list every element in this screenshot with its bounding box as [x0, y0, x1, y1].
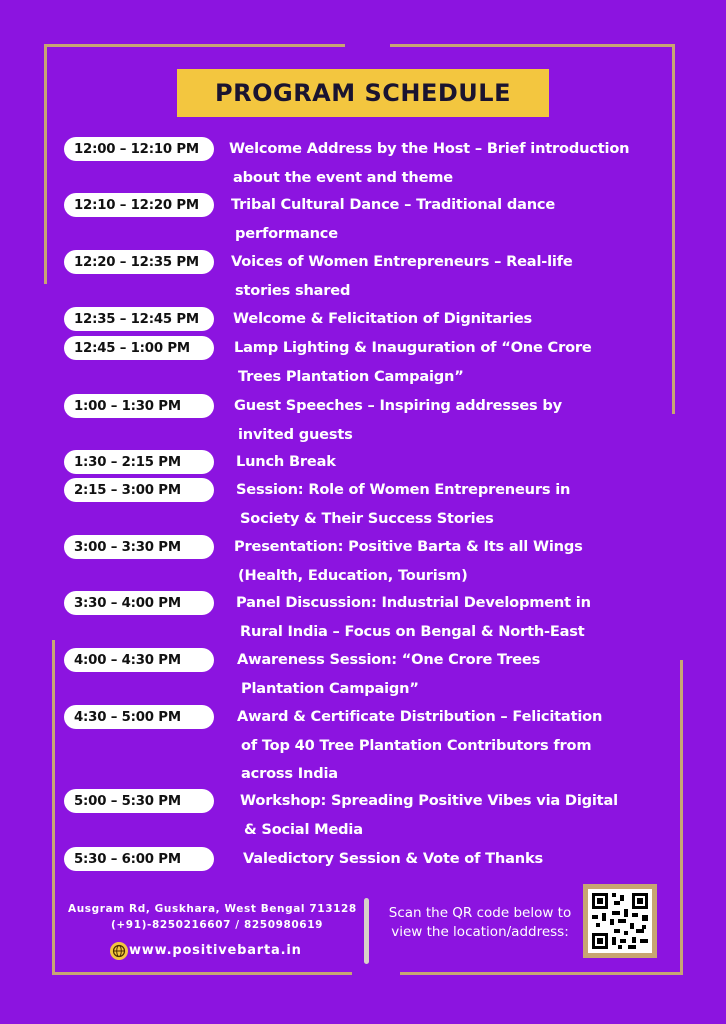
time-pill — [64, 591, 214, 615]
time-pill — [64, 535, 214, 559]
session-description — [237, 703, 602, 789]
session-description — [243, 845, 543, 874]
session-description — [231, 248, 573, 305]
session-description-line: Plantation Campaign” — [241, 679, 419, 697]
page-title: PROGRAM SCHEDULE — [215, 79, 511, 107]
session-description-line: (Health, Education, Tourism) — [238, 566, 468, 584]
session-description — [231, 191, 555, 248]
time-pill — [64, 847, 214, 871]
time-label: 1:30 – 2:15 PM — [74, 454, 181, 470]
address-text: Ausgram Rd, Guskhara, West Bengal 713128 — [68, 903, 357, 915]
session-description-line: Workshop: Spreading Positive Vibes via Digital — [240, 792, 618, 809]
session-description-line: Society & Their Success Stories — [240, 509, 494, 527]
session-description-line: Award & Certificate Distribution – Felicitation — [237, 708, 603, 725]
session-description-line: Session: Role of Women Entrepreneurs in — [236, 481, 571, 498]
time-label: 3:30 – 4:00 PM — [74, 595, 181, 611]
time-label: 4:30 – 5:00 PM — [74, 709, 181, 725]
frame-left-bottom — [52, 640, 55, 975]
footer-divider — [364, 898, 369, 964]
frame-top-left — [45, 44, 345, 47]
session-description — [240, 787, 618, 844]
time-pill — [64, 336, 214, 360]
scan-line-2: view the location/address: — [391, 924, 569, 940]
time-pill — [64, 705, 214, 729]
time-pill — [64, 193, 214, 217]
time-label: 4:00 – 4:30 PM — [74, 652, 181, 668]
time-label: 12:10 – 12:20 PM — [74, 197, 199, 213]
session-description-line: Welcome & Felicitation of Dignitaries — [233, 310, 532, 327]
time-label: 1:00 – 1:30 PM — [74, 398, 181, 414]
session-description-line: Rural India – Focus on Bengal & North-East — [240, 622, 585, 640]
session-description-line: across India — [241, 765, 338, 782]
frame-left-top — [44, 44, 47, 284]
session-description-line: stories shared — [235, 281, 351, 299]
time-label: 12:45 – 1:00 PM — [74, 340, 190, 356]
phone-text: (+91)-8250216607 / 8250980619 — [111, 919, 324, 931]
time-label: 12:00 – 12:10 PM — [74, 141, 199, 157]
session-description-line: Welcome Address by the Host – Brief introduction — [229, 140, 630, 157]
session-description — [237, 646, 540, 703]
session-description-line: invited guests — [238, 425, 353, 443]
frame-right-top — [672, 44, 675, 414]
session-description-line: Trees Plantation Campaign” — [238, 367, 464, 385]
scan-instructions — [380, 904, 580, 942]
session-description — [234, 392, 562, 449]
time-pill — [64, 478, 214, 502]
time-label: 12:20 – 12:35 PM — [74, 254, 199, 270]
frame-bottom-left — [52, 972, 352, 975]
session-description-line: performance — [235, 224, 338, 242]
time-pill — [64, 137, 214, 161]
globe-icon — [110, 942, 128, 960]
session-description — [236, 448, 336, 477]
session-description — [229, 135, 629, 192]
qr-code[interactable] — [583, 884, 657, 958]
session-description-line: Voices of Women Entrepreneurs – Real-life — [231, 253, 573, 270]
time-pill — [64, 250, 214, 274]
session-description — [234, 334, 592, 391]
scan-line-1: Scan the QR code below to — [388, 905, 572, 921]
session-description-line: Lamp Lighting & Inauguration of “One Crore — [234, 339, 592, 356]
session-description — [236, 476, 570, 533]
session-description-line: Panel Discussion: Industrial Development in — [236, 594, 591, 611]
session-description-line: of Top 40 Tree Plantation Contributors from — [241, 736, 592, 754]
frame-bottom-right — [400, 972, 683, 975]
time-pill — [64, 450, 214, 474]
session-description-line: Valedictory Session & Vote of Thanks — [243, 850, 543, 867]
frame-right-bottom — [680, 660, 683, 975]
time-label: 5:00 – 5:30 PM — [74, 793, 181, 809]
session-description-line: Guest Speeches – Inspiring addresses by — [234, 397, 562, 414]
qr-code-image — [588, 889, 652, 953]
session-description-line: Tribal Cultural Dance – Traditional dance — [231, 196, 556, 213]
title-banner — [177, 69, 549, 117]
time-label: 12:35 – 12:45 PM — [74, 311, 199, 327]
time-label: 5:30 – 6:00 PM — [74, 851, 181, 867]
time-pill — [64, 394, 214, 418]
session-description — [236, 589, 591, 646]
session-description-line: Lunch Break — [236, 453, 336, 470]
time-label: 2:15 – 3:00 PM — [74, 482, 181, 498]
frame-top-right — [390, 44, 675, 47]
website-link[interactable]: www.positivebarta.in — [129, 943, 302, 958]
session-description-line: Awareness Session: “One Crore Trees — [237, 651, 541, 668]
session-description — [233, 305, 532, 334]
time-pill — [64, 648, 214, 672]
session-description-line: Presentation: Positive Barta & Its all Wings — [234, 538, 583, 555]
session-description-line: about the event and theme — [233, 168, 453, 186]
time-pill — [64, 789, 214, 813]
session-description-line: & Social Media — [244, 820, 363, 838]
time-label: 3:00 – 3:30 PM — [74, 539, 181, 555]
session-description — [234, 533, 583, 590]
time-pill — [64, 307, 214, 331]
